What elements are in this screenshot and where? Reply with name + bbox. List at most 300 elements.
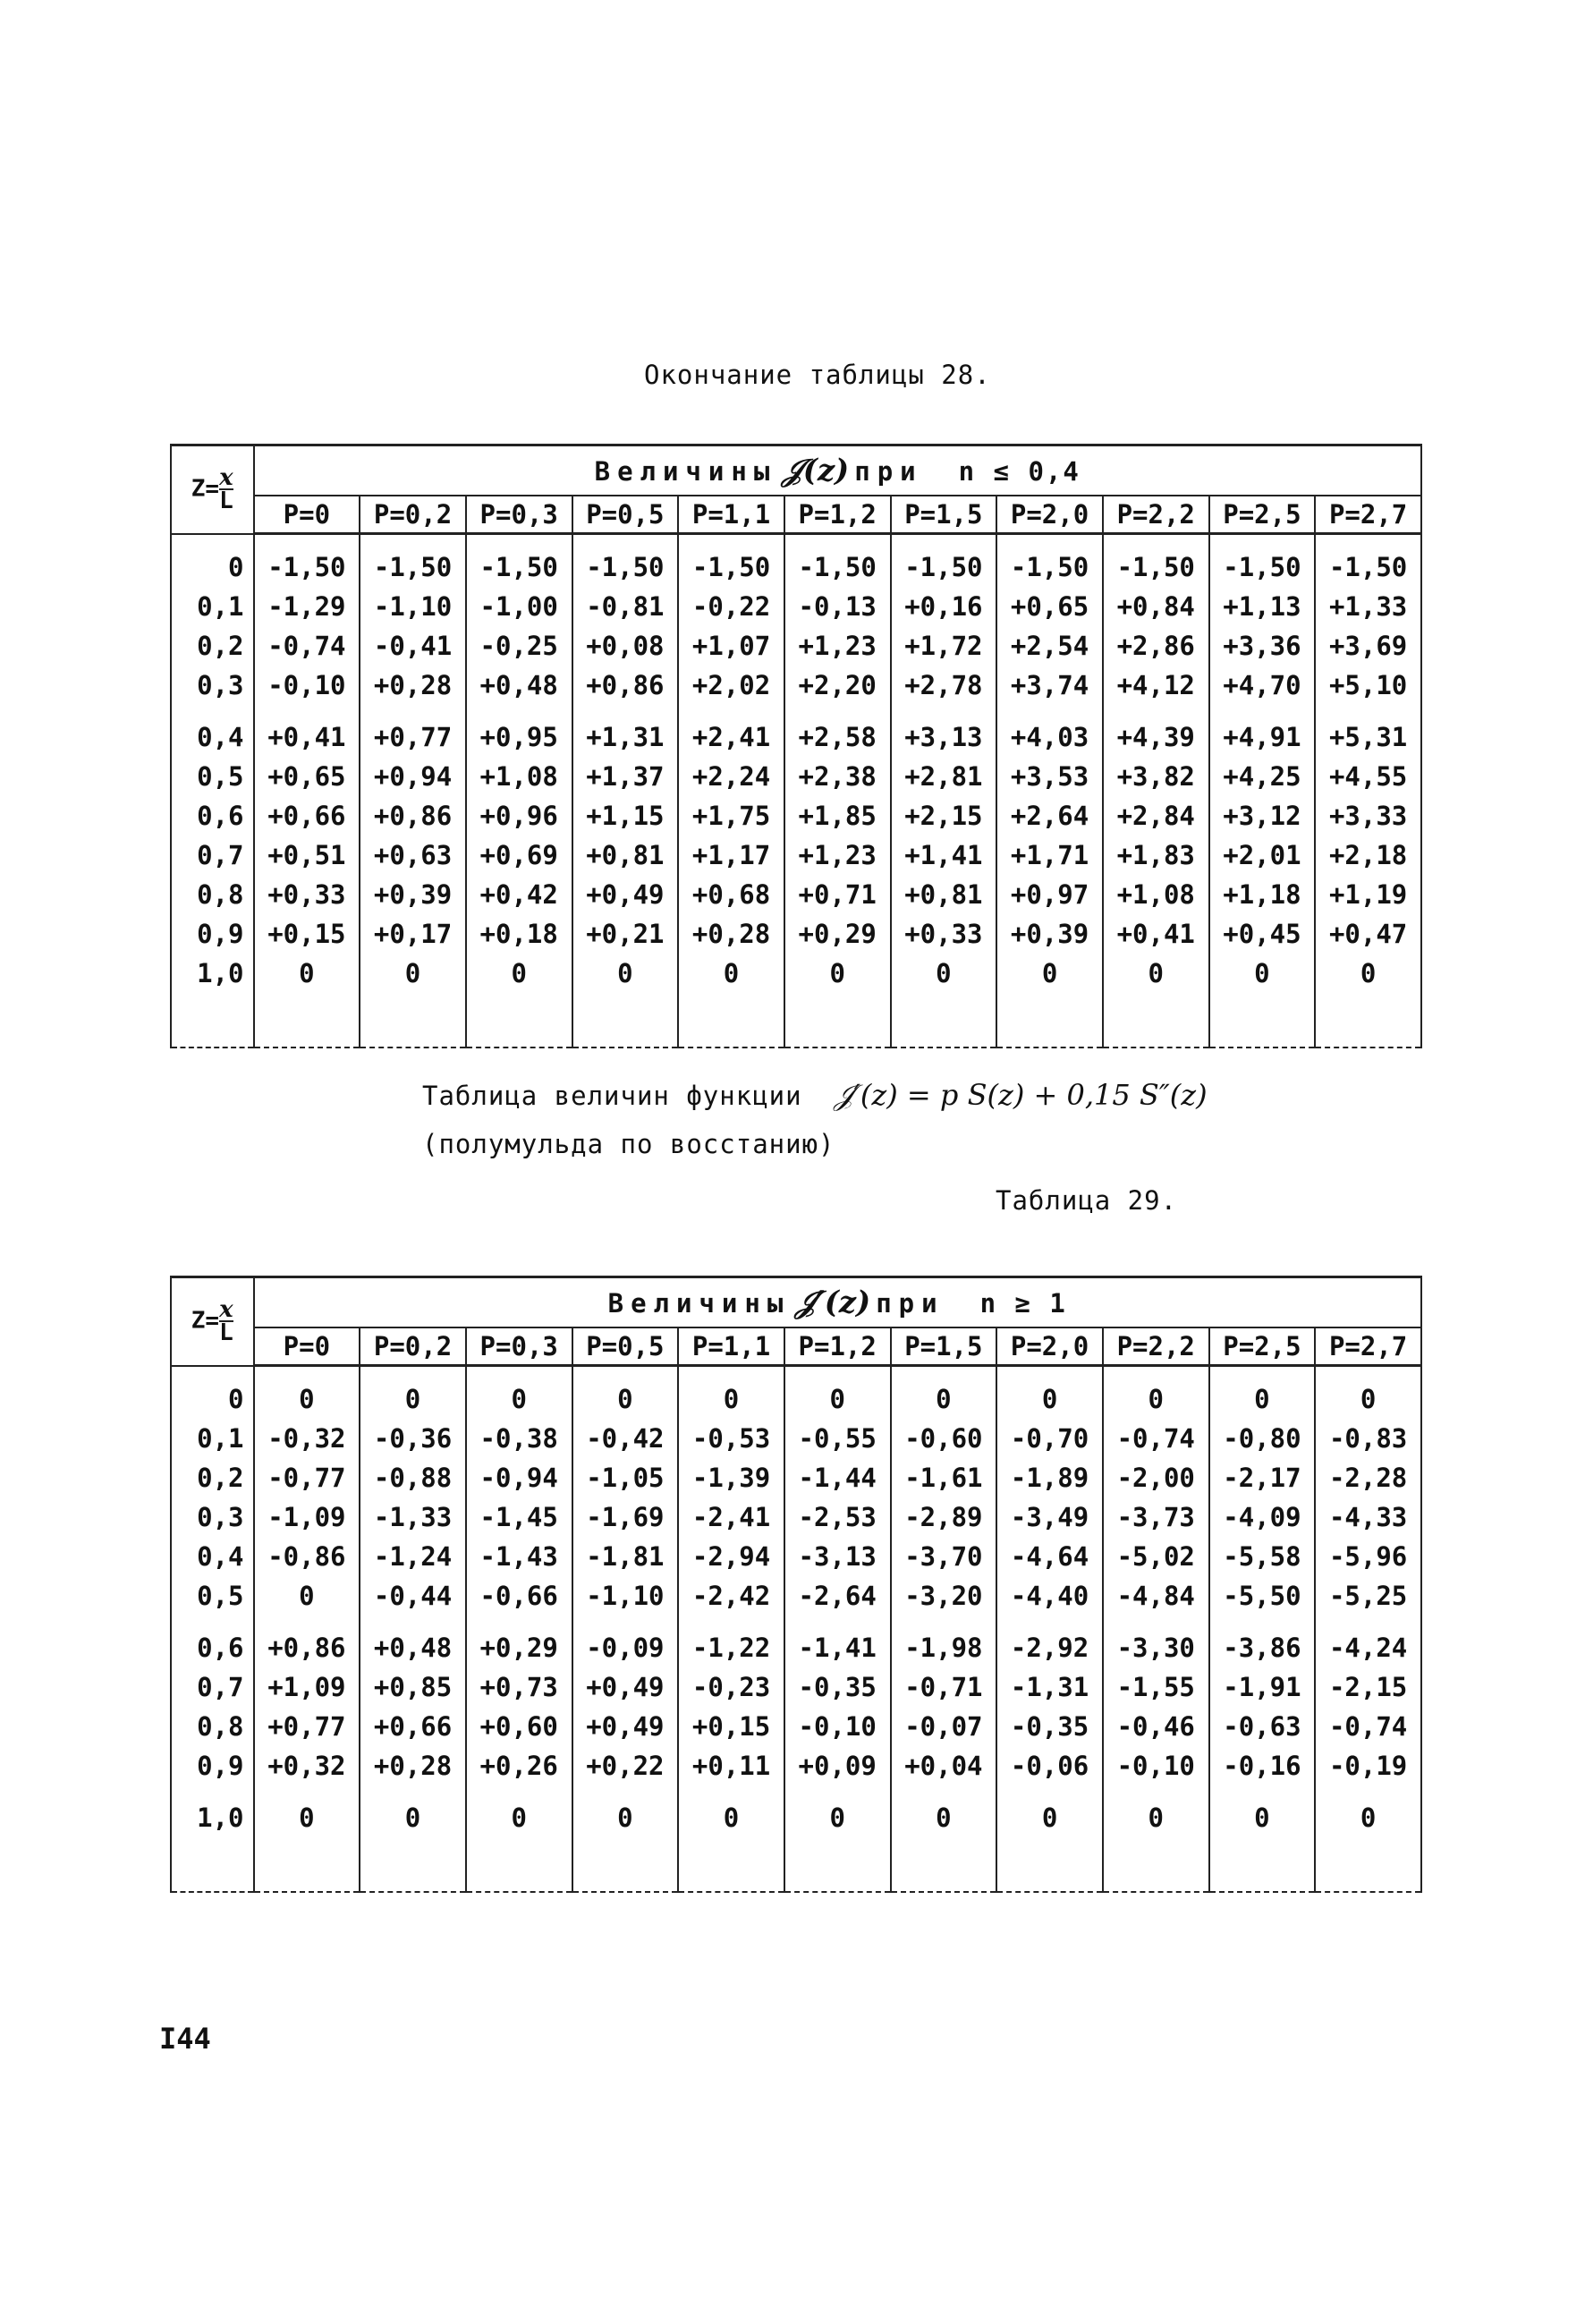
table-cell: 0 [254,1379,360,1419]
table-cell: 0 [572,1379,679,1419]
table-cell: +2,86 [1103,626,1209,666]
table-cell: +0,49 [572,1707,679,1746]
table-cell: 0 [1315,1379,1421,1419]
z-header [171,1277,254,1366]
table-cell: +0,16 [891,587,997,626]
table-cell: +0,94 [360,757,466,796]
z-header-prefix: Z= [191,1307,220,1335]
table-cell: +1,75 [678,796,784,835]
group-title-left: Величины [607,1288,791,1319]
column-header: P=0,5 [572,496,679,534]
table-cell: -5,50 [1209,1576,1316,1616]
table-row [171,757,1421,796]
z-value: 0,7 [171,1667,254,1707]
table-cell: +2,24 [678,757,784,796]
table-cell: -0,22 [678,587,784,626]
table-cell: 0 [891,1379,997,1419]
table-cell: 0 [784,1379,891,1419]
table-cell: +0,49 [572,1667,679,1707]
z-header-fraction [219,464,233,515]
table-cell: +1,08 [1103,875,1209,914]
z-value: 0,1 [171,587,254,626]
table-cell: +0,29 [466,1628,572,1667]
table-cell: 0 [360,1379,466,1419]
table-cell: 0 [254,1798,360,1837]
column-header: P=0,3 [466,496,572,534]
table-cell: +0,33 [891,914,997,954]
table-cell: +2,20 [784,666,891,705]
table-cell: -1,50 [1209,547,1316,587]
table-cell: -0,74 [1103,1419,1209,1458]
table-cell: +4,91 [1209,717,1316,757]
table-cell: 0 [1103,1379,1209,1419]
table-cell: +1,72 [891,626,997,666]
table-cell: -1,69 [572,1497,679,1537]
table-cell: -4,84 [1103,1576,1209,1616]
table-cell: -0,35 [996,1707,1103,1746]
table-row [171,587,1421,626]
column-header: P=1,2 [784,496,891,534]
table-cell: -1,81 [572,1537,679,1576]
table-cell: 0 [1315,1798,1421,1837]
table-cell: 0 [678,954,784,993]
table-cell: 0 [1103,1798,1209,1837]
table-cell: -0,36 [360,1419,466,1458]
column-header: P=2,7 [1315,1327,1421,1366]
column-header: P=1,1 [678,1327,784,1366]
table-cell: +0,33 [254,875,360,914]
table-cell: -3,30 [1103,1628,1209,1667]
page-number: I44 [159,2022,211,2056]
table-cell: +0,77 [360,717,466,757]
table-cell: -4,09 [1209,1497,1316,1537]
table-cell: -1,50 [1315,547,1421,587]
table-cell: +1,23 [784,835,891,875]
table-cell: -1,05 [572,1458,679,1497]
table-cell: -1,10 [572,1576,679,1616]
table-cell: 0 [996,1379,1103,1419]
table-cell: -1,45 [466,1497,572,1537]
table-cell: +0,28 [678,914,784,954]
column-header: P=0,2 [360,496,466,534]
table-cell: +0,97 [996,875,1103,914]
table-cell: 0 [466,954,572,993]
column-header: P=2,5 [1209,496,1316,534]
table-row [171,796,1421,835]
table-cell: -0,74 [1315,1707,1421,1746]
table-cell: +0,65 [254,757,360,796]
table-cell: -2,28 [1315,1458,1421,1497]
table-cell: -1,41 [784,1628,891,1667]
table-row [171,1458,1421,1497]
group-title-right: при [876,1288,945,1319]
table-cell: -0,41 [360,626,466,666]
group-title-right: при [854,456,923,487]
table-cell: -1,50 [784,547,891,587]
table-cell: +0,49 [572,875,679,914]
table-cell: +0,71 [784,875,891,914]
table-cell: -4,24 [1315,1628,1421,1667]
table-cell: +0,28 [360,666,466,705]
table-cell: +1,13 [1209,587,1316,626]
table-cell: +0,81 [891,875,997,914]
table-cell: -4,40 [996,1576,1103,1616]
table-cell: -4,33 [1315,1497,1421,1537]
table-cell: 0 [891,1798,997,1837]
table-cell: +1,31 [572,717,679,757]
table-cell: -0,88 [360,1458,466,1497]
table-cell: 0 [254,1576,360,1616]
table-cell: +0,86 [360,796,466,835]
table-cell: -0,81 [572,587,679,626]
table-cell: -1,98 [891,1628,997,1667]
table-cell: +1,09 [254,1667,360,1707]
table-cell: 0 [360,1798,466,1837]
table29-caption: Таблица 29. [996,1185,1178,1216]
table-cell: +2,38 [784,757,891,796]
table-cell: -1,89 [996,1458,1103,1497]
table-cell: -0,71 [891,1667,997,1707]
table29-intro-text: Таблица величин функции [422,1081,802,1111]
table-cell: +2,01 [1209,835,1316,875]
table-cell: -1,33 [360,1497,466,1537]
table-cell: +2,78 [891,666,997,705]
table-cell: +1,33 [1315,587,1421,626]
table-cell: +0,17 [360,914,466,954]
table-cell: -1,50 [254,547,360,587]
table-cell: -5,02 [1103,1537,1209,1576]
table-cell: +0,77 [254,1707,360,1746]
table-cell: 0 [996,954,1103,993]
table-cell: +1,15 [572,796,679,835]
z-value: 0,5 [171,1576,254,1616]
table-cell: -0,10 [1103,1746,1209,1785]
table-cell: +0,96 [466,796,572,835]
table-cell: 0 [678,1379,784,1419]
table-cell: -0,70 [996,1419,1103,1458]
z-value: 0,8 [171,1707,254,1746]
table-cell: -1,50 [678,547,784,587]
table-cell: +4,12 [1103,666,1209,705]
table-cell: +0,45 [1209,914,1316,954]
table-row [171,1628,1421,1667]
table-cell: -2,00 [1103,1458,1209,1497]
table-cell: -0,44 [360,1576,466,1616]
column-header: P=0,3 [466,1327,572,1366]
table-row [171,914,1421,954]
column-header: P=0 [254,496,360,534]
table-cell: +0,32 [254,1746,360,1785]
table-cell: -2,89 [891,1497,997,1537]
table-row [171,1497,1421,1537]
z-value: 0,2 [171,626,254,666]
column-header: P=1,2 [784,1327,891,1366]
table-cell: -1,50 [1103,547,1209,587]
table-cell: -2,17 [1209,1458,1316,1497]
table-cell: -1,24 [360,1537,466,1576]
table-cell: -1,61 [891,1458,997,1497]
table-row [171,626,1421,666]
table28-continuation-caption: Окончание таблицы 28. [644,360,991,390]
table-cell: 0 [1209,1798,1316,1837]
table-cell: +2,64 [996,796,1103,835]
table-cell: -0,66 [466,1576,572,1616]
table-cell: -0,16 [1209,1746,1316,1785]
table-cell: +4,03 [996,717,1103,757]
column-header: P=2,2 [1103,496,1209,534]
table-cell: -3,73 [1103,1497,1209,1537]
table-cell: +4,39 [1103,717,1209,757]
table-cell: 0 [784,1798,891,1837]
table-cell: -0,46 [1103,1707,1209,1746]
table-cell: +0,41 [1103,914,1209,954]
table-cell: -1,22 [678,1628,784,1667]
table-cell: -1,50 [360,547,466,587]
table-cell: +0,15 [254,914,360,954]
table-cell: -0,09 [572,1628,679,1667]
table-cell: +0,68 [678,875,784,914]
table-cell: -1,29 [254,587,360,626]
table-cell: +0,84 [1103,587,1209,626]
table-row [171,954,1421,993]
table-cell: -1,55 [1103,1667,1209,1707]
table-cell: -0,55 [784,1419,891,1458]
values-group-header [254,445,1421,496]
table-cell: -1,50 [572,547,679,587]
function-symbol: 𝒥(z) [782,453,850,488]
table-cell: +3,36 [1209,626,1316,666]
column-header: P=2,7 [1315,496,1421,534]
z-value: 1,0 [171,1798,254,1837]
table-cell: -3,70 [891,1537,997,1576]
table29-formula: 𝒥′(z) = p S(z) + 0,15 S″(z) [834,1078,1208,1112]
table-cell: +2,18 [1315,835,1421,875]
z-header-denominator: L [219,1319,233,1347]
table-cell: -2,41 [678,1497,784,1537]
table-cell: +0,42 [466,875,572,914]
table-cell: -0,13 [784,587,891,626]
table-cell: -0,86 [254,1537,360,1576]
table-row [171,1707,1421,1746]
table-cell: -0,77 [254,1458,360,1497]
table-cell: -0,32 [254,1419,360,1458]
z-value: 0,9 [171,1746,254,1785]
function-symbol: 𝒥′(z) [795,1285,871,1320]
table-cell: 0 [678,1798,784,1837]
z-value: 0 [171,1379,254,1419]
table-cell: -1,00 [466,587,572,626]
table-cell: -1,09 [254,1497,360,1537]
z-value: 0,4 [171,1537,254,1576]
table-cell: +3,13 [891,717,997,757]
table-row [171,1576,1421,1616]
table-cell: +2,84 [1103,796,1209,835]
table-cell: +3,53 [996,757,1103,796]
table-cell: +1,71 [996,835,1103,875]
table-cell: 0 [466,1798,572,1837]
column-header: P=2,0 [996,1327,1103,1366]
table-cell: +2,58 [784,717,891,757]
table-cell: +1,83 [1103,835,1209,875]
z-value: 0,5 [171,757,254,796]
group-condition: n ≥ 1 [979,1288,1067,1319]
table-cell: -0,06 [996,1746,1103,1785]
table-row [171,1798,1421,1837]
table-cell: +0,15 [678,1707,784,1746]
table-28 [170,444,1422,1048]
table-cell: 0 [1209,954,1316,993]
table-row [171,1419,1421,1458]
z-value: 0,8 [171,875,254,914]
table-cell: +5,10 [1315,666,1421,705]
table-cell: +3,74 [996,666,1103,705]
table-cell: +0,28 [360,1746,466,1785]
table-cell: -0,53 [678,1419,784,1458]
table-cell: -5,58 [1209,1537,1316,1576]
table-row [171,717,1421,757]
z-header-numerator: x [219,1296,233,1324]
table-row [171,835,1421,875]
table-cell: -3,13 [784,1537,891,1576]
table-cell: -0,80 [1209,1419,1316,1458]
table-cell: +2,81 [891,757,997,796]
table-cell: -2,15 [1315,1667,1421,1707]
table-29 [170,1276,1422,1893]
table-cell: -0,35 [784,1667,891,1707]
table-row [171,666,1421,705]
table-cell: +0,39 [996,914,1103,954]
table-cell: +4,70 [1209,666,1316,705]
table-cell: +0,18 [466,914,572,954]
table-cell: -0,60 [891,1419,997,1458]
table-cell: -0,94 [466,1458,572,1497]
group-condition: n ≤ 0,4 [958,456,1081,487]
table-cell: +0,11 [678,1746,784,1785]
z-value: 0,1 [171,1419,254,1458]
table-cell: +0,60 [466,1707,572,1746]
table-cell: +5,31 [1315,717,1421,757]
table-cell: -0,25 [466,626,572,666]
table-cell: -3,86 [1209,1628,1316,1667]
table-cell: +2,54 [996,626,1103,666]
table-cell: +0,04 [891,1746,997,1785]
table-cell: -2,92 [996,1628,1103,1667]
column-header: P=0,5 [572,1327,679,1366]
z-value: 0,7 [171,835,254,875]
table-cell: -1,31 [996,1667,1103,1707]
table-row [171,547,1421,587]
table-cell: +0,08 [572,626,679,666]
table-row [171,1537,1421,1576]
table-cell: -1,91 [1209,1667,1316,1707]
table-cell: -2,42 [678,1576,784,1616]
table-cell: 0 [254,954,360,993]
column-header: P=2,5 [1209,1327,1316,1366]
table-cell: +0,26 [466,1746,572,1785]
table-cell: -0,10 [254,666,360,705]
table-cell: -0,63 [1209,1707,1316,1746]
table-cell: +0,86 [254,1628,360,1667]
z-header-fraction [219,1296,233,1347]
table-row [171,1746,1421,1785]
table-cell: -0,74 [254,626,360,666]
table-cell: 0 [1103,954,1209,993]
table-cell: +1,41 [891,835,997,875]
table29-intro-subtitle: (полумульда по восстанию) [422,1129,835,1159]
table-cell: +2,02 [678,666,784,705]
table-cell: +0,48 [360,1628,466,1667]
table-cell: 0 [466,1379,572,1419]
column-header: P=1,5 [891,1327,997,1366]
table-cell: +1,07 [678,626,784,666]
table-cell: +0,81 [572,835,679,875]
table-cell: -5,96 [1315,1537,1421,1576]
table-cell: 0 [891,954,997,993]
table-cell: +1,37 [572,757,679,796]
table-cell: -1,43 [466,1537,572,1576]
table-cell: -1,44 [784,1458,891,1497]
table-cell: +1,23 [784,626,891,666]
table-cell: 0 [572,954,679,993]
table-cell: -0,42 [572,1419,679,1458]
column-header: P=2,2 [1103,1327,1209,1366]
table-cell: -0,38 [466,1419,572,1458]
table-row [171,1667,1421,1707]
table-cell: +3,69 [1315,626,1421,666]
group-title-left: Величины [594,456,777,487]
values-group-header [254,1277,1421,1328]
z-value: 0,3 [171,1497,254,1537]
table-cell: -3,49 [996,1497,1103,1537]
table-cell: +0,95 [466,717,572,757]
table-cell: +0,86 [572,666,679,705]
table-cell: +0,51 [254,835,360,875]
table-cell: +0,47 [1315,914,1421,954]
table29-intro-title [422,1078,1208,1113]
z-value: 0,2 [171,1458,254,1497]
table-cell: +0,48 [466,666,572,705]
column-header: P=1,1 [678,496,784,534]
table-cell: -1,50 [891,547,997,587]
table-cell: -2,64 [784,1576,891,1616]
table-cell: 0 [1209,1379,1316,1419]
table-cell: 0 [996,1798,1103,1837]
table-cell: -0,83 [1315,1419,1421,1458]
table-cell: -0,19 [1315,1746,1421,1785]
table-cell: +1,08 [466,757,572,796]
table-cell: -1,50 [466,547,572,587]
table-cell: +1,18 [1209,875,1316,914]
table-row [171,1379,1421,1419]
table-cell: +0,21 [572,914,679,954]
table-cell: -1,10 [360,587,466,626]
z-value: 0,4 [171,717,254,757]
table-cell: -0,07 [891,1707,997,1746]
table-cell: +0,85 [360,1667,466,1707]
table-cell: +4,55 [1315,757,1421,796]
z-value: 0 [171,547,254,587]
table-cell: +4,25 [1209,757,1316,796]
table-cell: +0,63 [360,835,466,875]
z-header-prefix: Z= [191,475,220,503]
z-header-numerator: x [219,464,233,492]
table-cell: +0,73 [466,1667,572,1707]
table-cell: +0,09 [784,1746,891,1785]
table-cell: -0,23 [678,1667,784,1707]
table-cell: +0,29 [784,914,891,954]
table-cell: -1,50 [996,547,1103,587]
z-value: 0,6 [171,796,254,835]
